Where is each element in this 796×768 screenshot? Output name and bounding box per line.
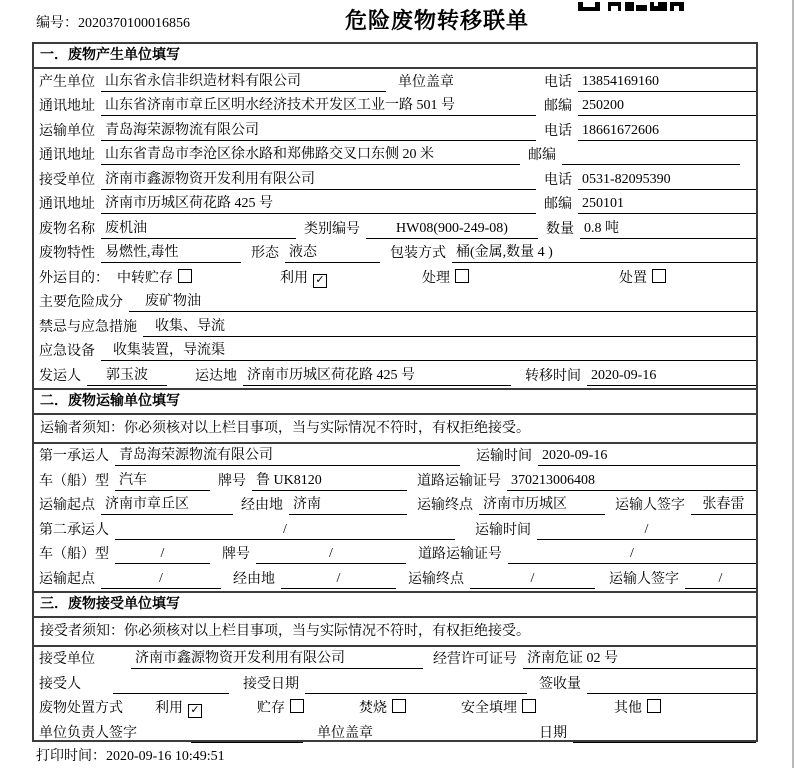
carrier1-label: 第一承运人 xyxy=(39,449,109,464)
origin2-value: / xyxy=(101,570,221,589)
license2-value: / xyxy=(508,545,756,564)
equipment-row xyxy=(34,339,756,364)
time1-label: 运输时间 xyxy=(476,449,532,464)
section2-heading: 二．废物运输单位填写 xyxy=(34,390,756,415)
carrier2-row xyxy=(34,517,756,542)
purpose-option-dispose xyxy=(619,269,666,288)
purpose-option-transfer-label: 中转贮存 xyxy=(117,270,173,286)
disposal-option-utilize xyxy=(155,700,202,718)
addr2-label: 通讯地址 xyxy=(39,148,95,163)
taboo-label: 禁忌与应急措施 xyxy=(39,319,137,335)
end1-label: 运输终点 xyxy=(417,498,473,513)
disposal-option-landfill xyxy=(461,699,536,718)
form-value: 液态 xyxy=(285,244,380,263)
acceptor-value xyxy=(113,676,229,694)
purpose-label: 外运目的： xyxy=(39,270,109,286)
destination-label: 运达地 xyxy=(195,368,237,384)
via2-label: 经由地 xyxy=(233,571,275,587)
zip3-value: 250101 xyxy=(578,195,756,214)
origin1-label: 运输起点 xyxy=(39,498,95,513)
section-transporter xyxy=(34,388,756,591)
phone3-label: 电话 xyxy=(544,172,572,188)
addr1-label: 通讯地址 xyxy=(39,99,95,114)
print-time-label: 打印时间： xyxy=(36,749,106,764)
addr1-value: 山东省济南市章丘区明水经济技术开发区工业一路 501 号 xyxy=(101,97,536,116)
taboo-row xyxy=(34,314,756,339)
hazard-row xyxy=(34,290,756,315)
time2-label: 运输时间 xyxy=(475,522,531,538)
form-label: 形态 xyxy=(251,246,279,261)
responsible-sign-label: 单位负责人签字 xyxy=(39,725,137,741)
producer-label: 产生单位 xyxy=(39,74,95,90)
transporter-label: 运输单位 xyxy=(39,123,95,139)
transporter-value: 青岛海荣源物流有限公司 xyxy=(101,122,536,141)
carrier2-label: 第二承运人 xyxy=(39,522,109,538)
section-producer xyxy=(34,44,756,388)
producer-row xyxy=(34,69,756,94)
received-qty-label: 签收量 xyxy=(539,676,581,692)
section3-heading: 三．废物接受单位填写 xyxy=(34,593,756,618)
route2-row xyxy=(34,566,756,591)
origin1-value: 济南市章丘区 xyxy=(101,496,233,515)
phone3-value: 0531-82095390 xyxy=(578,171,756,190)
sign1-value: 张春雷 xyxy=(691,496,756,515)
section1-heading: 一．废物产生单位填写 xyxy=(34,44,756,69)
accept-date-label: 接受日期 xyxy=(243,676,299,692)
waste-name-label: 废物名称 xyxy=(39,221,95,237)
checkbox-disposal-utilize-checked: ✓ xyxy=(188,704,202,718)
addr3-label: 通讯地址 xyxy=(39,197,95,212)
purpose-option-dispose-label: 处置 xyxy=(619,270,647,286)
end1-value: 济南市历城区 xyxy=(479,496,605,515)
hazard-label: 主要危险成分 xyxy=(39,295,123,310)
quantity-value: 0.8 吨 xyxy=(580,220,756,239)
receiver-row xyxy=(34,167,756,192)
vehicle1-row xyxy=(34,468,756,493)
via2-value: / xyxy=(281,570,396,589)
hazard-value: 废矿物油 xyxy=(129,293,756,312)
character-value: 易燃性,毒性 xyxy=(101,244,241,263)
vehicle2-label: 车（船）型 xyxy=(39,547,109,562)
purpose-option-utilize-label: 利用 xyxy=(280,270,308,286)
waste-name-value: 废机油 xyxy=(101,220,296,239)
end2-label: 运输终点 xyxy=(408,571,464,587)
producer-address-row xyxy=(34,94,756,119)
purpose-row xyxy=(34,265,756,290)
category-value: HW08(900-249-08) xyxy=(366,220,538,239)
packing-value: 桶(金属,数量 4 ) xyxy=(452,244,756,263)
taboo-value: 收集、导流 xyxy=(143,318,756,337)
receiver-seal-label: 单位盖章 xyxy=(317,725,373,741)
receive-unit-value: 济南市鑫源物资开发利用有限公司 xyxy=(131,650,423,669)
destination-value: 济南市历城区荷花路 425 号 xyxy=(243,367,511,386)
permit-label: 经营许可证号 xyxy=(433,652,517,667)
zip1-label: 邮编 xyxy=(544,99,572,114)
sign2-label: 运输人签字 xyxy=(609,571,679,587)
plate1-label: 牌号 xyxy=(218,473,246,489)
vehicle1-value: 汽车 xyxy=(115,472,210,491)
section2-notice: 运输者须知：你必须核对以上栏目事项，当与实际情况不符时，有权拒绝接受。 xyxy=(34,415,756,444)
acceptor-row xyxy=(34,671,756,696)
via1-value: 济南 xyxy=(289,496,407,515)
quantity-label: 数量 xyxy=(546,221,574,237)
equipment-label: 应急设备 xyxy=(39,344,95,359)
disposal-label: 废物处置方式 xyxy=(39,701,123,716)
manifest-form xyxy=(32,42,758,742)
license1-label: 道路运输证号 xyxy=(417,473,501,489)
receiver-address-row xyxy=(34,192,756,217)
time2-value: / xyxy=(537,521,756,540)
origin2-label: 运输起点 xyxy=(39,571,95,587)
producer-value: 山东省永信非织造材料有限公司 xyxy=(101,73,386,92)
received-qty-value xyxy=(587,676,756,694)
addr3-value: 济南市历城区荷花路 425 号 xyxy=(101,195,536,214)
zip3-label: 邮编 xyxy=(544,197,572,212)
waste-character-row xyxy=(34,241,756,266)
transporter-address-row xyxy=(34,143,756,168)
waste-name-row xyxy=(34,216,756,241)
print-time-value: 2020-09-16 10:49:51 xyxy=(106,749,225,764)
disposal-option-storage-label: 贮存 xyxy=(257,701,285,716)
character-label: 废物特性 xyxy=(39,246,95,261)
checkbox-dispose xyxy=(652,269,666,283)
date-value xyxy=(573,725,756,743)
receive-unit-row xyxy=(34,647,756,672)
purpose-option-utilize xyxy=(280,270,327,288)
plate1-value: 鲁 UK8120 xyxy=(252,472,407,491)
disposal-option-incinerate-label: 焚烧 xyxy=(359,701,387,716)
plate2-value: / xyxy=(256,545,406,564)
category-label: 类别编号 xyxy=(304,221,360,237)
responsible-sign-row xyxy=(34,720,756,745)
carrier1-value: 青岛海荣源物流有限公司 xyxy=(115,447,460,466)
addr2-value: 山东省青岛市李沧区徐水路和郑佛路交叉口东侧 20 米 xyxy=(101,146,520,165)
disposal-option-incinerate xyxy=(359,699,406,718)
acceptor-label: 接受人 xyxy=(39,676,81,692)
accept-date-value xyxy=(305,676,527,694)
vehicle2-value: / xyxy=(115,545,210,564)
license1-value: 370213006408 xyxy=(507,472,756,491)
route1-row xyxy=(34,493,756,518)
vehicle1-label: 车（船）型 xyxy=(39,473,109,489)
receiver-value: 济南市鑫源物资开发利用有限公司 xyxy=(101,171,536,190)
checkbox-disposal-landfill xyxy=(522,699,536,713)
shipper-value: 郭玉波 xyxy=(87,367,167,386)
carrier2-value: / xyxy=(115,521,455,540)
receive-unit-label: 接受单位 xyxy=(39,652,95,667)
phone2-label: 电话 xyxy=(544,123,572,139)
checkbox-transfer-storage xyxy=(178,269,192,283)
disposal-option-storage xyxy=(257,699,304,718)
plate2-label: 牌号 xyxy=(222,547,250,562)
shipper-label: 发运人 xyxy=(39,368,81,384)
purpose-option-transfer xyxy=(117,269,192,288)
section-receiver xyxy=(34,591,756,745)
purpose-option-treat xyxy=(422,269,469,288)
checkbox-disposal-incinerate xyxy=(392,699,406,713)
checkbox-disposal-storage xyxy=(290,699,304,713)
end2-value: / xyxy=(470,570,595,589)
zip2-value xyxy=(562,147,740,165)
disposal-option-utilize-label: 利用 xyxy=(155,701,183,716)
time1-value: 2020-09-16 xyxy=(538,447,756,466)
sign1-label: 运输人签字 xyxy=(615,498,685,513)
doc-number-label: 编号： xyxy=(36,16,78,31)
equipment-value: 收集装置，导流渠 xyxy=(101,342,756,361)
phone1-label: 电话 xyxy=(544,74,572,90)
receiver-label: 接受单位 xyxy=(39,172,95,188)
transfer-date-label: 转移时间 xyxy=(525,368,581,384)
disposal-row xyxy=(34,696,756,721)
license2-label: 道路运输证号 xyxy=(418,547,502,562)
sign2-value: / xyxy=(685,570,756,589)
responsible-sign-value xyxy=(191,725,303,743)
via1-label: 经由地 xyxy=(241,498,283,513)
disposal-option-other-label: 其他 xyxy=(614,701,642,716)
unit-seal-label: 单位盖章 xyxy=(398,74,454,90)
print-time-line xyxy=(36,745,225,765)
checkbox-disposal-other xyxy=(647,699,661,713)
checkbox-utilize-checked: ✓ xyxy=(313,274,327,288)
packing-label: 包装方式 xyxy=(390,246,446,261)
vehicle2-row xyxy=(34,542,756,567)
phone1-value: 13854169160 xyxy=(578,73,756,92)
zip2-label: 邮编 xyxy=(528,148,556,163)
checkbox-treat xyxy=(455,269,469,283)
zip1-value: 250200 xyxy=(578,97,756,116)
phone2-value: 18661672606 xyxy=(578,122,756,141)
carrier1-row xyxy=(34,444,756,469)
disposal-option-other xyxy=(614,699,661,718)
disposal-option-landfill-label: 安全填埋 xyxy=(461,701,517,716)
doc-number-value: 2020370100016856 xyxy=(78,16,190,31)
section3-notice: 接受者须知：你必须核对以上栏目事项，当与实际情况不符时，有权拒绝接受。 xyxy=(34,618,756,647)
purpose-option-treat-label: 处理 xyxy=(422,270,450,286)
scan-page-edge xyxy=(792,0,794,768)
shipper-row xyxy=(34,363,756,388)
page-title: 危险废物转移联单 xyxy=(344,8,529,33)
transporter-row xyxy=(34,118,756,143)
date-label: 日期 xyxy=(539,725,567,741)
permit-value: 济南危证 02 号 xyxy=(523,650,756,669)
transfer-date-value: 2020-09-16 xyxy=(587,367,756,386)
